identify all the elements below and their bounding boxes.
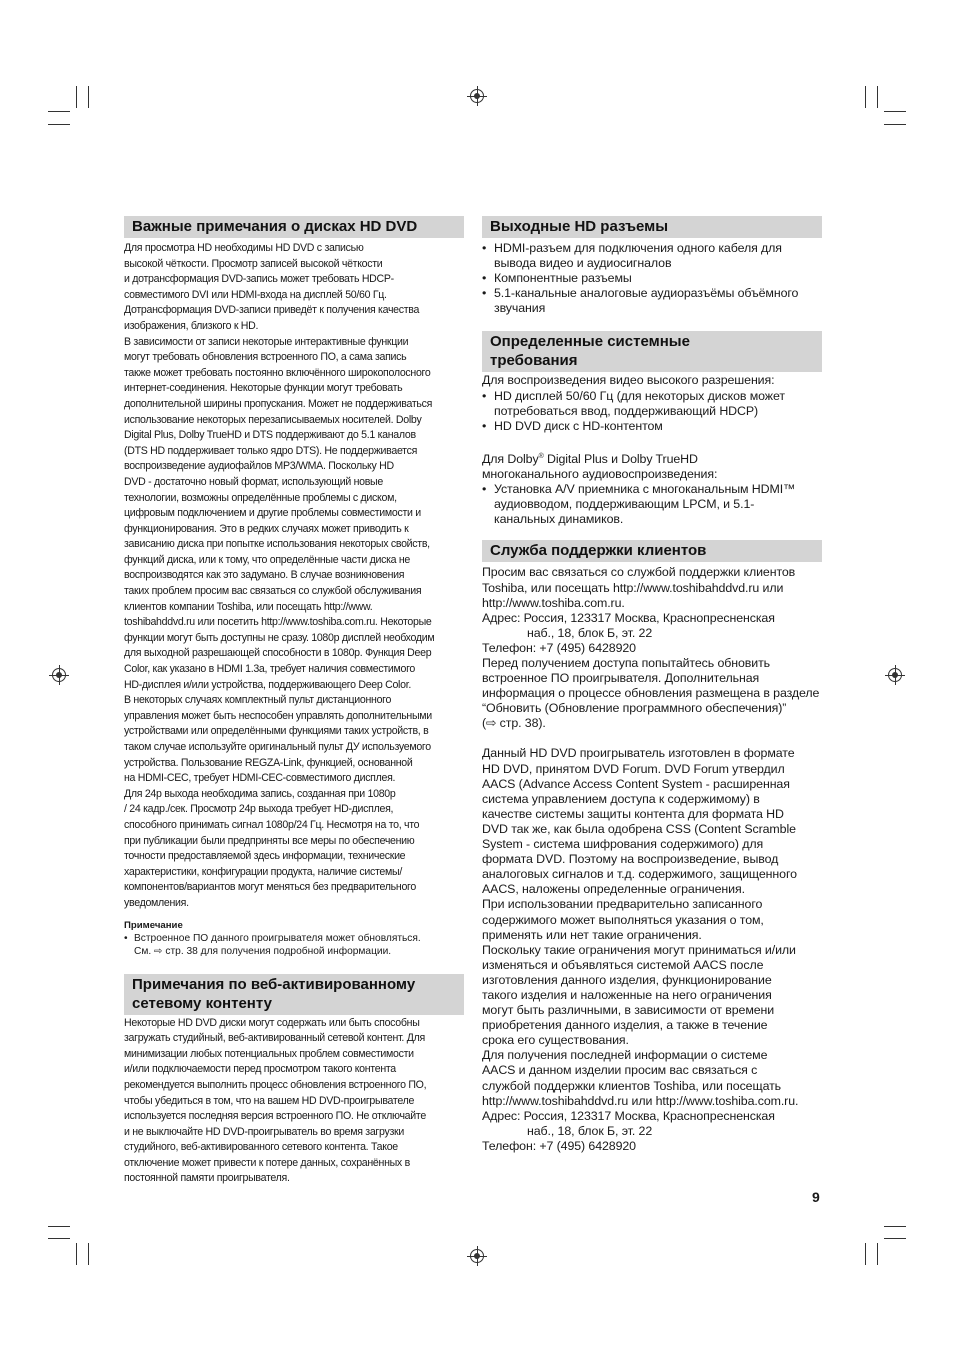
crop-mark — [877, 1243, 878, 1265]
section-title-line: Примечания по веб-активированному — [132, 975, 416, 993]
paragraph-line: таких проблем просим вас связаться со службой обслуживания — [124, 585, 422, 598]
paragraph-line: функций диска, или к тому, что определённые части диска не — [124, 553, 411, 566]
paragraph-line: компонентов/вариантов могут меняться без предварительного — [124, 881, 416, 894]
system-requirements-body — [482, 373, 822, 527]
audio-requirements-list — [482, 482, 822, 527]
section-title-line: требования — [490, 352, 578, 370]
paragraph-line: В некоторых случаях комплектный пульт дистанционного — [124, 694, 392, 707]
paragraph-line: Color, как указано в HDMI 1.3a, требует наличия совместимого — [124, 663, 415, 676]
paragraph-line: система управлением доступа к содержимому) в — [482, 791, 760, 806]
crop-mark — [884, 1238, 906, 1239]
paragraph-line: Digital Plus, Dolby TrueHD и DTS поддерживают до 5.1 каналов — [124, 429, 416, 442]
crop-mark — [88, 86, 89, 108]
paragraph-line: информация о процессе обновления размещена в разделе — [482, 686, 820, 701]
paragraph-line: DVD так же, как была одобрена CSS (Content Scramble — [482, 821, 796, 836]
paragraph-line: постоянной памяти проигрывателя. — [124, 1172, 290, 1185]
paragraph-line: Для просмотра HD необходимы HD DVD с записью — [124, 242, 364, 254]
paragraph-line: службой поддержки клиентов Toshiba, или посещать — [482, 1078, 782, 1093]
list-item: • Компонентные разъемы — [482, 271, 822, 286]
paragraph-line: (⇨ стр. 38). — [482, 716, 546, 731]
paragraph-line: Для получения последней информации о системе — [482, 1048, 768, 1063]
section-title-hd-dvd-notes: Важные примечания о дисках HD DVD — [124, 216, 464, 238]
paragraph-line: Адрес: Россия, 123317 Москва, Краснопресненская — [482, 610, 775, 625]
right-column — [482, 216, 822, 1154]
paragraph-line: многоканального аудиовоспроизведения: — [482, 467, 718, 482]
address-line: наб., 18, блок Б, эт. 22 — [527, 1123, 653, 1138]
paragraph-line: таком случае используйте оригинальный пульт ДУ используемого — [124, 741, 431, 753]
paragraph-line: Для воспроизведения видео высокого разрешения: — [482, 373, 775, 388]
list-item-line: звучания — [494, 301, 546, 316]
paragraph-line: устройства. Пользование REGZA-Link, функцией, основанной — [124, 756, 413, 769]
list-item-line: • Установка A/V приемника с многоканальным HDMI™ — [494, 482, 796, 497]
paragraph-line: HD DVD, принятом DVD Forum. DVD Forum утвердил — [482, 761, 785, 776]
note-line: • Встроенное ПО данного проигрывателя может обновляться. — [134, 932, 421, 944]
paragraph-line: воспроизводятся как это задумано. В случае возникновения — [124, 569, 405, 582]
paragraph-line: студийного, веб-активированного сетевого контента. Такое — [124, 1141, 398, 1154]
phone-line: Телефон: +7 (495) 6428920 — [482, 1138, 636, 1153]
web-content-body — [124, 1016, 464, 1188]
list-item-line: • HD дисплей 50/60 Гц (для некоторых дисков может — [494, 388, 785, 403]
paragraph-line: Просим вас связаться со службой поддержки клиентов — [482, 565, 796, 580]
crop-mark — [48, 1238, 70, 1239]
paragraph-line: В зависимости от записи некоторые интерактивные функции — [124, 335, 409, 348]
registered-mark: ® — [538, 452, 544, 460]
list-item-line: • HDMI-разъем для подключения одного кабеля для — [494, 241, 782, 255]
paragraph-line: применять или нет такие ограничения. — [482, 927, 702, 942]
paragraph-line: могут быть различными, в зависимости от времени — [482, 1003, 775, 1018]
paragraph-line: зависанию диска при попытке использования некоторых свойств, — [124, 538, 430, 551]
list-item — [482, 482, 822, 527]
text-span: Для Dolby — [482, 451, 539, 466]
list-item-line: аудиовводом, поддерживающим LPCM, и 5.1- — [494, 497, 755, 512]
paragraph-line: уведомления. — [124, 896, 189, 909]
paragraph-line: качестве системы защиты контента для формата HD — [482, 806, 784, 821]
list-item — [482, 286, 822, 316]
registration-mark-icon — [52, 668, 66, 682]
section-title-hd-outputs: Выходные HD разъемы — [482, 216, 822, 238]
paragraph-line: рекомендуется выполнить процесс обновления встроенного ПО, — [124, 1078, 427, 1091]
paragraph-line: System - система шифрования содержимого) для — [482, 837, 764, 852]
paragraph-line: Дотрансформация DVD-записи приведёт к получения качества — [124, 304, 420, 317]
crop-mark — [48, 1226, 70, 1227]
paragraph-line: (DTS HD поддерживает только ядро DTS). Не поддерживается — [124, 444, 418, 457]
paragraph-line: использование некоторых перезаписываемых носителей. Dolby — [124, 413, 422, 426]
section-title-line: сетевому контенту — [132, 994, 272, 1012]
crop-mark — [865, 1243, 866, 1265]
list-item — [482, 241, 822, 271]
note-item — [124, 932, 464, 959]
paragraph-line: Toshiba, или посещать http://www.toshibahddvd.ru или — [482, 580, 784, 595]
aacs-paragraph — [482, 746, 822, 1123]
paragraph-line: загружать студийный, веб-активированный сетевой контент. Для — [124, 1032, 425, 1045]
paragraph-line: DVD - достаточно новый формат, использующий новые — [124, 475, 383, 488]
paragraph-line: AACS и данном изделии просим вас связаться с — [482, 1063, 758, 1078]
paragraph-line: высокой чёткости. Просмотр записей высокой чёткости — [124, 257, 383, 270]
paragraph-line: функционирования. Это в редких случаях может приводить к — [124, 522, 409, 535]
crop-mark — [48, 111, 70, 112]
paragraph-line: аналоговых сигналов и т.д. содержимого, защищенного — [482, 867, 797, 882]
paragraph-line: минимизации любых потенциальных проблем совместимости — [124, 1047, 414, 1060]
paragraph-line: технологии, возможны определённые проблемы с диском, — [124, 491, 397, 504]
registration-mark-icon — [470, 89, 484, 103]
paragraph-line: точности предоставляемой здесь информации, технические — [124, 850, 406, 863]
paragraph-line: Данный HD DVD проигрыватель изготовлен в формате — [482, 746, 795, 761]
paragraph-line: отключение может привести к потере данных, сохранённых в — [124, 1156, 410, 1169]
list-item: • HD DVD диск с HD-контентом — [482, 419, 822, 434]
crop-mark — [884, 1226, 906, 1227]
requirements-list — [482, 389, 822, 434]
paragraph-line: Перед получением доступа попытайтесь обновить — [482, 656, 771, 670]
paragraph-line: “Обновить (Обновление программного обеспечения)” — [482, 701, 787, 716]
paragraph-line: для выходной разрешающей способности в 1080p. Функция Deep — [124, 647, 432, 660]
paragraph-line — [482, 449, 822, 467]
paragraph-line: содержимого может выполняться указания о том, — [482, 912, 764, 927]
hd-dvd-notes-body — [124, 241, 464, 912]
paragraph-line: могут требовать обновления встроенного ПО, а сама запись — [124, 351, 407, 364]
paragraph-line: дополнительной ширины пропускания. Может не поддерживаться — [124, 397, 433, 410]
hd-outputs-list — [482, 241, 822, 316]
paragraph-line: управления может быть неспособен управлять дополнительными — [124, 709, 432, 722]
section-title-line: Определенные системные — [490, 333, 690, 351]
crop-mark — [76, 86, 77, 108]
paragraph-line: цифровым подключением и другие проблемы совместимости и — [124, 507, 421, 520]
paragraph-line: и не выключайте HD DVD-проигрыватель во время загрузки — [124, 1125, 404, 1138]
paragraph-line: воспроизведение аудиофайлов MP3/WMA. Поскольку HD — [124, 460, 394, 473]
paragraph-line: характеристики, конфигурации продукта, наличие системы/ — [124, 865, 402, 878]
paragraph-line: способного принимать сигнал 1080p/24 Гц. Несмотря на то, что — [124, 818, 420, 831]
list-item-line: потребоваться ввод, поддерживающий HDCP) — [494, 403, 759, 418]
paragraph-line: / 24 кадр./сек. Просмотр 24p выхода требует HD-дисплея, — [124, 803, 394, 816]
crop-mark — [88, 1243, 89, 1265]
paragraph-line: изображения, близкого к HD. — [124, 319, 259, 332]
paragraph-line: При использовании предварительно записанного — [482, 897, 763, 912]
paragraph-line: формата DVD. Поэтому на воспроизведение, вывод — [482, 852, 779, 867]
crop-mark — [865, 86, 866, 108]
paragraph-line: Для 24p выхода необходима запись, созданная при 1080p — [124, 787, 396, 800]
text-span: Digital Plus и Dolby TrueHD — [543, 451, 698, 466]
crop-mark — [884, 111, 906, 112]
address-line: наб., 18, блок Б, эт. 22 — [527, 625, 653, 640]
paragraph-line: приобретения данного изделия, а также в течение — [482, 1018, 768, 1033]
paragraph-line: при публикации были предприняты все меры по обеспечению — [124, 834, 415, 847]
left-column — [124, 216, 464, 1187]
registration-mark-icon — [470, 1249, 484, 1263]
section-title-system-requirements — [482, 331, 822, 372]
paragraph-line: Телефон: +7 (495) 6428920 — [482, 640, 636, 655]
paragraph-line: также может требовать постоянно включённого широкополосного — [124, 366, 431, 379]
crop-mark — [48, 124, 70, 125]
paragraph-line: AACS, наложены определенные ограничения. — [482, 882, 745, 897]
paragraph-line: и дотрансформация DVD-запись может требовать HDCP- — [124, 273, 394, 286]
paragraph-line: Поскольку такие ограничения могут приниматься и/или — [482, 942, 796, 957]
support-paragraph — [482, 641, 822, 732]
paragraph-line: такого изделия и наложенные на него ограничения — [482, 987, 772, 1002]
paragraph-line: на HDMI-CEC, требует HDMI-CEC-совместимого дисплея. — [124, 772, 396, 785]
note-line: См. ⇨ стр. 38 для получения подробной информации. — [134, 946, 392, 958]
paragraph-line: срока его существования. — [482, 1033, 629, 1048]
list-item — [482, 389, 822, 419]
paragraph-line: интернет-соединения. Некоторые функции могут требовать — [124, 382, 403, 395]
paragraph-line: изготовления данного изделия, функционирование — [482, 972, 772, 987]
crop-mark — [877, 86, 878, 108]
paragraph-line: Некоторые HD DVD диски могут содержать или быть способны — [124, 1016, 420, 1029]
paragraph-line: и/или подключаемости перед просмотром такого контента — [124, 1063, 396, 1076]
customer-support-body — [482, 565, 822, 1154]
note-title: Примечание — [124, 919, 183, 931]
paragraph-line: функции могут быть доступны не сразу. 1080p дисплей необходим — [124, 631, 435, 644]
paragraph-line: AACS (Advance Access Content System - расширенная — [482, 776, 790, 791]
paragraph-line: используется последняя версия встроенного ПО. Не отключайте — [124, 1110, 426, 1123]
list-item-line: • 5.1-канальные аналоговые аудиоразъёмы объёмного — [494, 286, 799, 301]
paragraph-line: http://www.toshiba.com.ru. — [482, 595, 625, 610]
list-item-line: вывода видео и аудиосигналов — [494, 256, 672, 271]
paragraph-line: http://www.toshibahddvd.ru или http://www.toshiba.com.ru. — [482, 1093, 799, 1108]
paragraph-line: изменяться и объявляться системой AACS после — [482, 957, 764, 972]
paragraph-line: устройствами или определёнными функциями таких устройств, в — [124, 725, 429, 738]
section-title-web-content — [124, 974, 464, 1015]
paragraph-line: встроенное ПО проигрывателя. Дополнительная — [482, 671, 760, 686]
registration-mark-icon — [888, 668, 902, 682]
support-paragraph — [482, 565, 822, 625]
paragraph-line: клиентов компании Toshiba, или посещать http://www. — [124, 600, 373, 613]
paragraph-line: Адрес: Россия, 123317 Москва, Краснопресненская — [482, 1108, 775, 1123]
paragraph-line: HD-дисплея и/или устройства, поддерживающего Deep Color. — [124, 678, 411, 691]
section-title-customer-support: Служба поддержки клиентов — [482, 540, 822, 562]
crop-mark — [76, 1243, 77, 1265]
page-number: 9 — [812, 1189, 820, 1205]
paragraph-line: чтобы убедиться в том, что на вашем HD DVD-проигрывателе — [124, 1094, 415, 1107]
crop-mark — [884, 124, 906, 125]
list-item-line: канальных динамиков. — [494, 512, 624, 527]
paragraph-line: совместимого DVI или HDMI-входа на дисплей 50/60 Гц. — [124, 288, 387, 301]
paragraph-line: toshibahddvd.ru или посетить http://www.toshiba.com.ru. Некоторые — [124, 616, 432, 629]
